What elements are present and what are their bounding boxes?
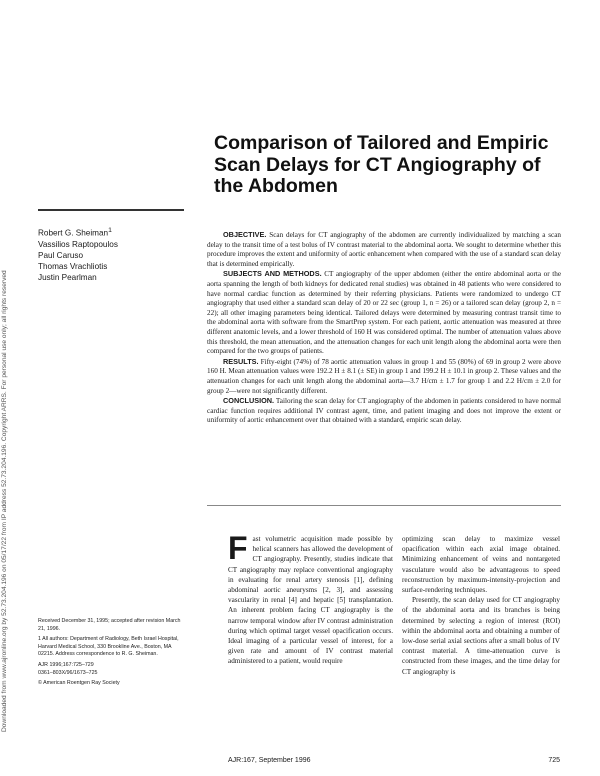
objective-text: Scan delays for CT angiography of the abdomen are currently individualized by matching a scan delay to the transit time of a test bolus of IV contrast material to the abdominal aorta. We sought to determine whether this procedure improves the extent and uniformity of aortic enhancement when compared with the use of a standard scan delay that is determined empirically.: [207, 231, 561, 268]
body-column-right: [402, 534, 560, 677]
intro-text: ast volumetric acquisition made possible by helical scanners has allowed the development of CT angiography. Presently, studies indicate that CT angiography may replace conventional angiography in evaluating for renal artery stenosis [1], defining abdominal aortic aneurysms [2, 3], and assessing vascularity in renal [4] and hepatic [5] transplantation. An inherent problem facing CT angiography is the narrow temporal window after IV contrast administration during which optimal target vessel opacification occurs. Ideal imaging of a particular vessel of interest, for a given rate and amount of IV contrast material administered to a patient, would require: [228, 535, 393, 666]
intro-paragraph: [228, 530, 393, 667]
methods-text: CT angiography of the upper abdomen (either the entire abdominal aorta or the aorta spanning the length of both kidneys for dedicated renal studies) was obtained in 48 patients who were considered to have normal cardiac function as determined by their referring physicians. Patients were randomized to undergo CT angiography that used either a standard scan delay of 20 or 22 sec (group 1, n = 26) or a tailored scan delay (group 2, n = 22); all other imaging parameters being identical. Tailored delays were determined by measuring contrast transit time to the abdominal aorta with software from the SmartPrep system. For each patient, aortic attenuation was measured at three different anatomic levels, and a lower threshold of 160 H was considered optimal. The number of attenuation values above this threshold, the mean attenuation, and the attenuation changes for each unit length along the abdominal aorta were then compared for the two groups of patients.: [207, 270, 562, 356]
results-heading: RESULTS.: [223, 356, 259, 366]
author-footnote-mark: 1: [108, 227, 112, 234]
journal-footer: AJR:167, September 1996: [228, 757, 311, 764]
author-name: Thomas Vrachliotis: [38, 261, 108, 271]
conclusion-text: Tailoring the scan delay for CT angiography of the abdomen in patients considered to have normal cardiac function requires additional IV contrast agent, time, and patient imaging and does not improve the extent or uniformity of aortic enhancement over that obtained with a standard, empiric scan delay.: [207, 397, 562, 425]
received-note: Received December 31, 1995; accepted after revision March 21, 1996.: [38, 618, 181, 632]
conclusion-heading: CONCLUSION.: [223, 396, 275, 406]
download-watermark: [0, 0, 14, 776]
download-watermark-text: Downloaded from www.ajronline.org by 52.73.204.196 on 05/17/22 from IP address 52.73.204.196. Copyright ARRS. For personal use only; all rights reserved: [1, 270, 8, 732]
author-name: Vassilios Raptopoulos: [38, 239, 118, 249]
abstract-results: [207, 357, 561, 396]
abstract-divider: [207, 505, 561, 506]
author-list: [38, 225, 188, 283]
title-divider: [38, 209, 184, 211]
abstract-conclusion: [207, 396, 561, 426]
drop-cap: F: [228, 530, 248, 566]
abstract-objective: [207, 230, 561, 269]
body-column-left: [228, 530, 393, 667]
methods-heading: SUBJECTS AND METHODS.: [223, 269, 322, 279]
citation-code: AJR 1996;167:725–729 0361–803X/96/1673–725: [38, 661, 98, 676]
article-notes: [38, 618, 188, 691]
abstract: [207, 230, 561, 426]
article-title: Comparison of Tailored and Empiric Scan Delays for CT Angiography of the Abdomen: [214, 132, 549, 197]
copyright-note: © American Roentgen Ray Society: [38, 680, 120, 687]
author-name: Justin Pearlman: [38, 272, 97, 282]
abstract-methods: [207, 269, 561, 356]
author-name: Robert G. Sheiman$^1$: [38, 227, 112, 238]
page-number: 725: [548, 757, 560, 764]
body-paragraph: optimizing scan delay to maximize vessel opacification within each axial image obtained. Minimizing enhancement of veins and nontargeted vasculature would also be advantageous to speed reconstruction by maximum-intensity-projection and surface-rendering techniques.: [402, 535, 560, 595]
author-name: Paul Caruso: [38, 250, 84, 260]
results-text: Fifty-eight (74%) of 78 aortic attenuation values in group 1 and 55 (80%) of 69 in group 2 were above 160 H. Mean attenuation values were 192.2 H ± 8.1 (± SE) in group 1 and 199.2 H ± 10.1 in group 2. These values and the attenuation changes for each unit length along the abdominal aorta—3.7 H/cm ± 1.7 for group 1 and 2.2 H/cm ± 2.0 for group 2—were not significantly different.: [207, 357, 561, 395]
affiliation-note: 1 All authors: Department of Radiology, Beth Israel Hospital, Harvard Medical School, 330 Brookline Ave., Boston, MA 02215. Address correspondence to R. G. Sheiman.: [38, 636, 179, 658]
body-paragraph: Presently, the scan delay used for CT angiography of the abdominal aorta and its branches is being determined by selecting a region of interest (ROI) within the abdominal aorta and obtaining a number of low-dose serial axial sections after a small bolus of IV contrast material. A time-attenuation curve is constructed from these images, and the time delay for CT angiography is: [402, 596, 560, 676]
objective-heading: OBJECTIVE.: [223, 230, 267, 239]
